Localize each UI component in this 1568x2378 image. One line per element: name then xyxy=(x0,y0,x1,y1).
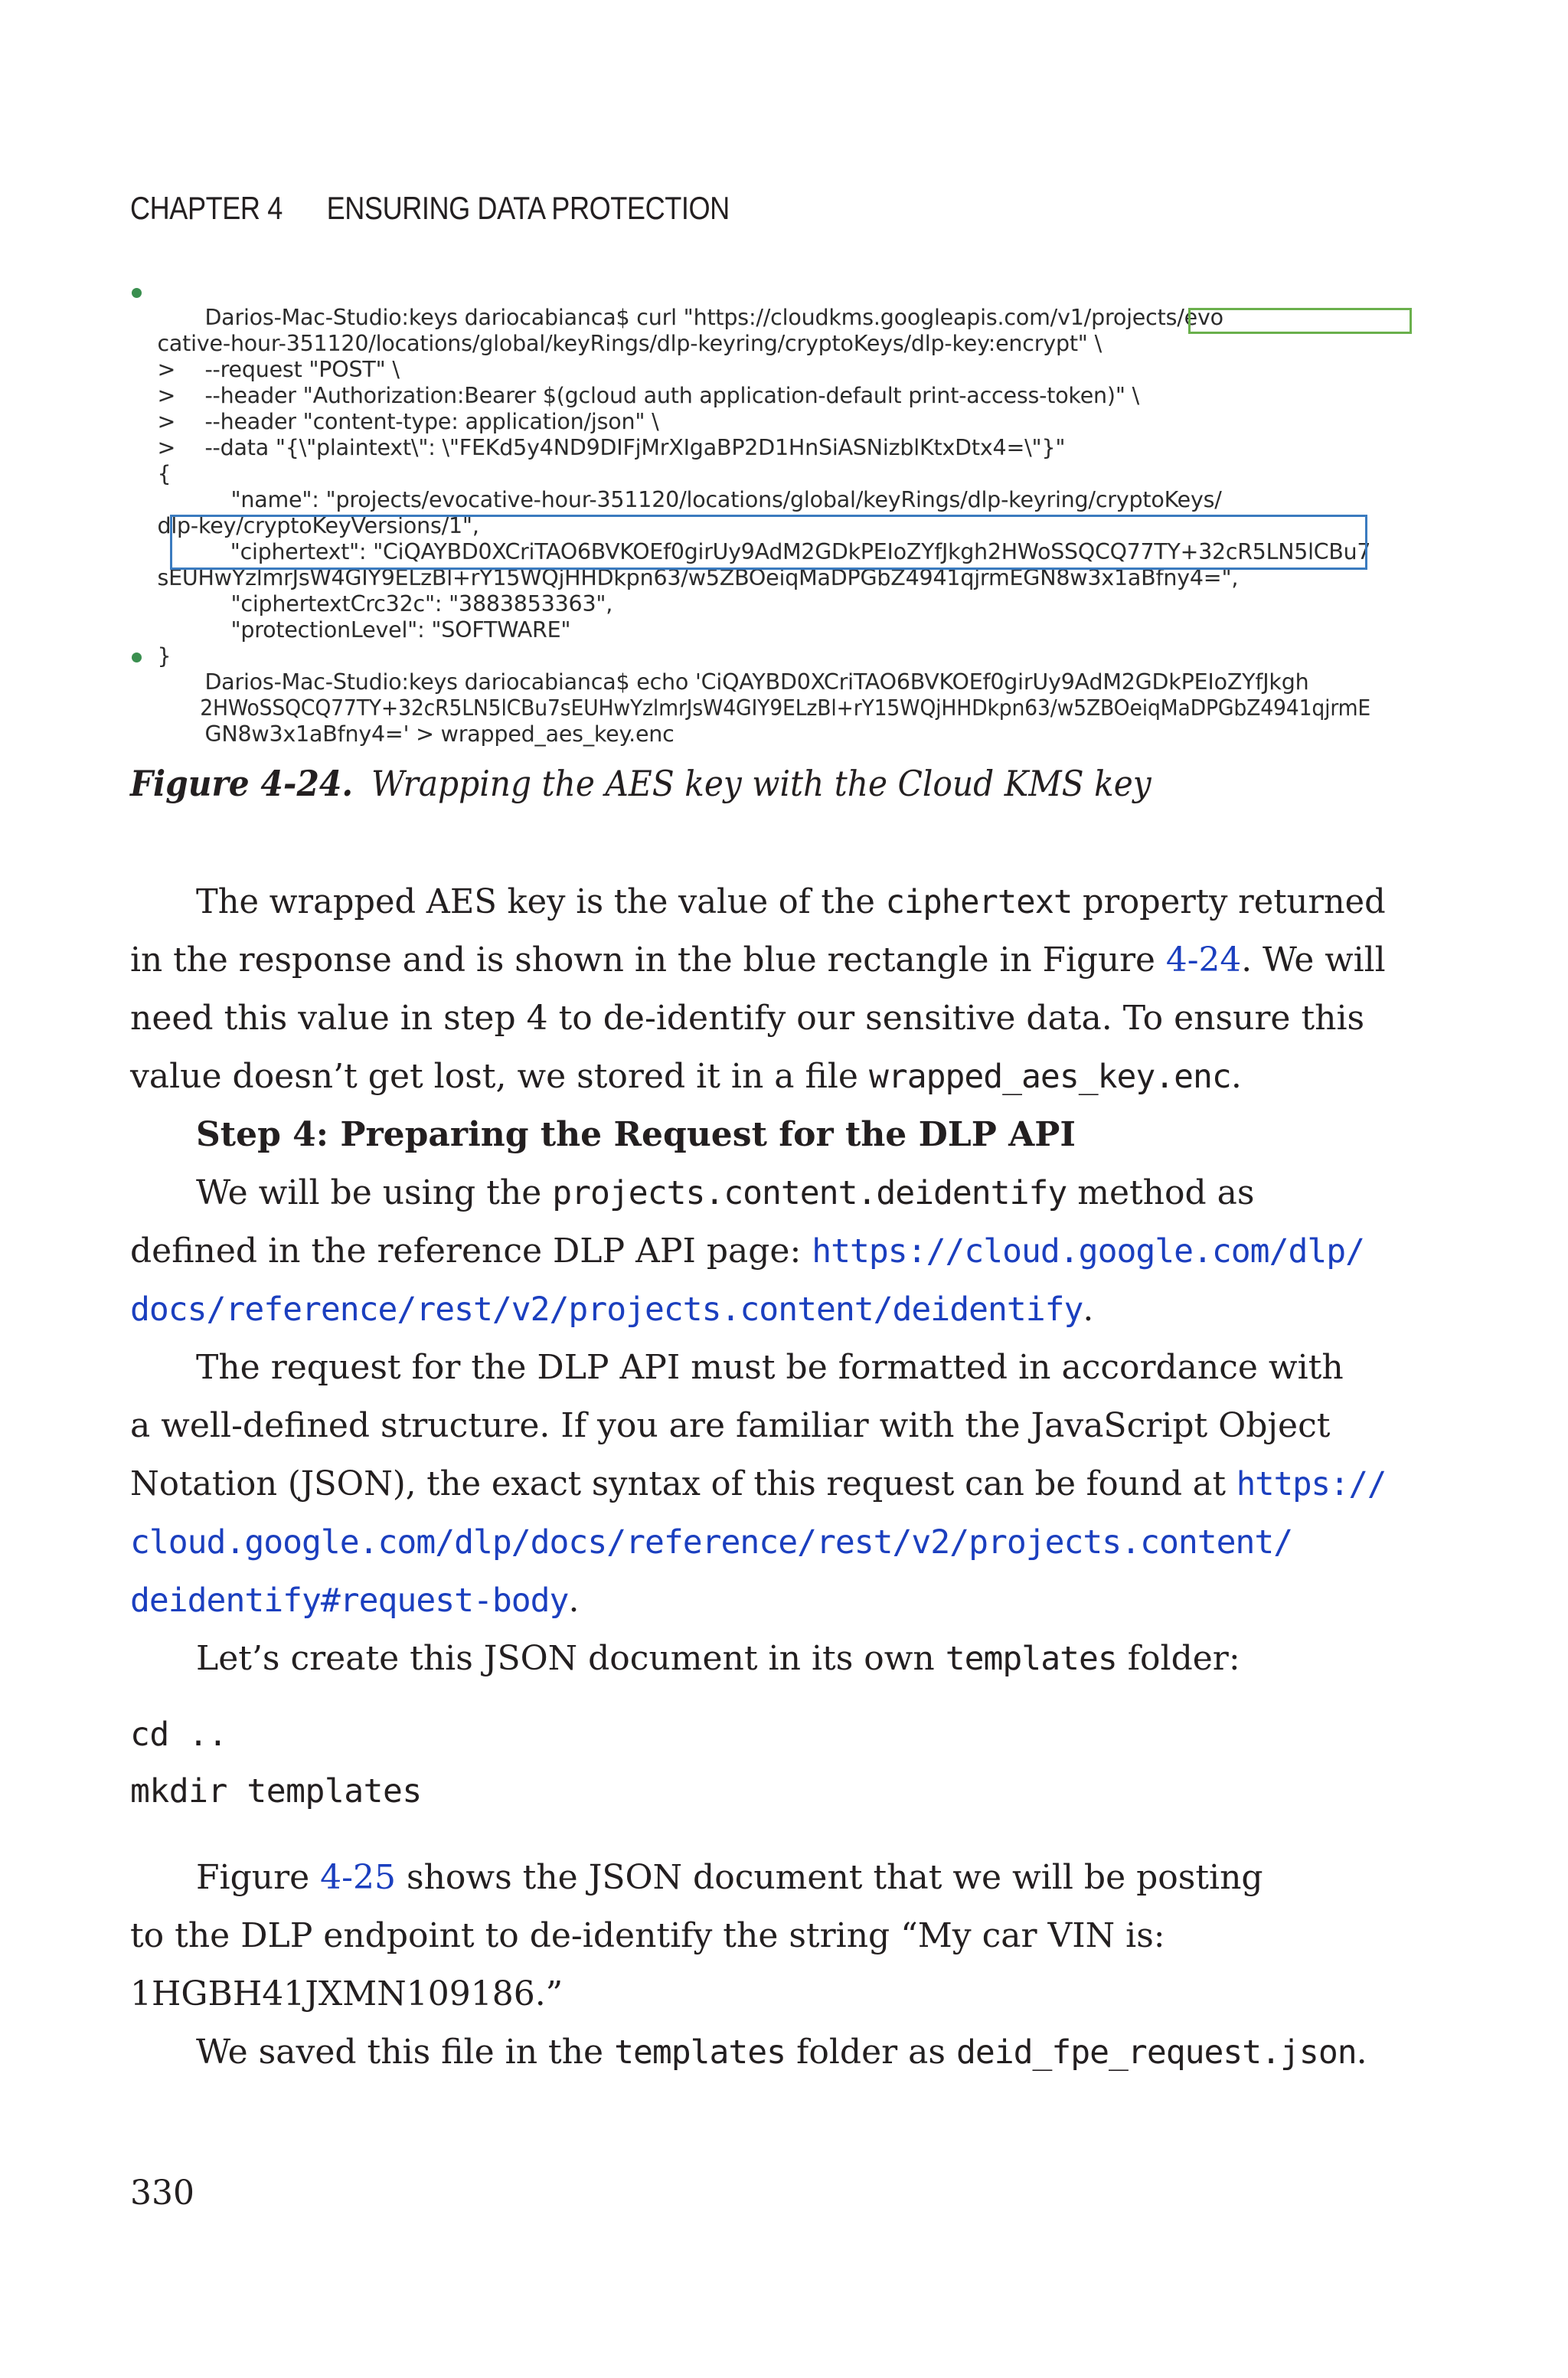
status-dot-icon xyxy=(132,288,142,298)
text-line: docs/reference/rest/v2/projects.content/deidentify. xyxy=(130,1290,1094,1329)
terminal-screenshot xyxy=(130,279,1371,747)
body-text-continued xyxy=(130,1849,1386,2082)
terminal-line: > --request "POST" \ xyxy=(157,357,400,382)
ciphertext-highlight xyxy=(170,515,1367,570)
text-line: value doesn’t get lost, we stored it in a file wrapped_aes_key.enc. xyxy=(130,1057,1242,1096)
text-line: in the response and is shown in the blue rectangle in Figure 4-24. We will xyxy=(130,940,1386,980)
figure-link[interactable]: 4-24 xyxy=(1165,940,1242,980)
text-line: Figure 4-25 shows the JSON document that we will be posting xyxy=(196,1858,1263,1897)
terminal-line: cative-hour-351120/locations/global/keyRings/dlp-keyring/cryptoKeys/dlp-key:encrypt" \ xyxy=(157,331,1102,356)
inline-code: projects.content.deidentify xyxy=(552,1174,1067,1212)
figure-caption xyxy=(130,763,1152,804)
figure-number: Figure 4-24. xyxy=(130,763,354,804)
inline-code: ciphertext xyxy=(885,883,1073,921)
reference-link[interactable]: docs/reference/rest/v2/projects.content/deidentify xyxy=(130,1290,1083,1329)
terminal-line: > --header "content-type: application/json" \ xyxy=(157,409,659,434)
text-line: We will be using the projects.content.deidentify method as xyxy=(196,1173,1255,1212)
text-line: need this value in step 4 to de-identify our sensitive data. To ensure this xyxy=(130,999,1365,1038)
text-line: defined in the reference DLP API page: https://cloud.google.com/dlp/ xyxy=(130,1232,1365,1271)
terminal-line: "name": "projects/evocative-hour-351120/locations/global/keyRings/dlp-keyring/cryptoKeys/ xyxy=(230,487,1222,512)
text-line: The wrapped AES key is the value of the ciphertext property returned xyxy=(196,882,1386,921)
terminal-line: sEUHwYzlmrJsW4GIY9ELzBl+rY15WQjHHDkpn63/w5ZBOeiqMaDPGbZ4941qjrmEGN8w3x1aBfny4=", xyxy=(157,565,1239,590)
inline-code: templates xyxy=(945,1640,1117,1678)
request-body-link[interactable]: deidentify#request-body xyxy=(130,1582,569,1620)
figure-title: Wrapping the AES key with the Cloud KMS key xyxy=(371,763,1152,804)
terminal-line: Darios-Mac-Studio:keys dariocabianca$ echo 'CiQAYBD0XCriTAO6BVKOEf0girUy9AdM2GDkPEIoZYfJkgh xyxy=(130,643,1370,669)
text-line: We saved this file in the templates folder as deid_fpe_request.json. xyxy=(196,2033,1367,2072)
reference-link[interactable]: https://cloud.google.com/dlp/ xyxy=(812,1232,1365,1271)
text-line: 1HGBH41JXMN109186.” xyxy=(130,1974,564,2013)
terminal-line: "ciphertextCrc32c": "3883853363", xyxy=(230,591,613,617)
running-header xyxy=(130,190,730,227)
status-dot-icon xyxy=(132,653,142,662)
text-line: Let’s create this JSON document in its own templates folder: xyxy=(196,1639,1240,1678)
inline-code: templates xyxy=(614,2033,786,2072)
figure-link[interactable]: 4-25 xyxy=(320,1858,397,1897)
terminal-line: GN8w3x1aBfny4=' > wrapped_aes_key.enc xyxy=(204,721,675,747)
body-text xyxy=(130,873,1386,1688)
code-line: cd .. xyxy=(130,1716,227,1754)
inline-code: wrapped_aes_key.enc xyxy=(868,1058,1231,1096)
text-line: deidentify#request-body. xyxy=(130,1581,580,1620)
terminal-line: Darios-Mac-Studio:keys dariocabianca$ curl "https://cloudkms.googleapis.com/v1/projects/evo xyxy=(130,279,1370,305)
code-line: mkdir templates xyxy=(130,1772,422,1810)
terminal-line: dlp-key/cryptoKeyVersions/1", xyxy=(157,513,479,538)
terminal-line: { xyxy=(157,461,172,486)
step-heading: Step 4: Preparing the Request for the DLP API xyxy=(196,1115,1076,1154)
chapter-title: ENSURING DATA PROTECTION xyxy=(326,190,730,226)
encrypt-endpoint-highlight xyxy=(1188,308,1412,334)
page-number: 330 xyxy=(130,2174,194,2213)
text-line: to the DLP endpoint to de-identify the string “My car VIN is: xyxy=(130,1916,1165,1955)
text-line xyxy=(130,1513,1386,1572)
text-line: The request for the DLP API must be formatted in accordance with xyxy=(196,1348,1344,1387)
request-body-link[interactable]: https:// xyxy=(1236,1465,1387,1503)
text-line: a well-defined structure. If you are familiar with the JavaScript Object xyxy=(130,1406,1331,1445)
code-block xyxy=(130,1706,422,1820)
terminal-line: > --data "{\"plaintext\": \"FEKd5y4ND9DIFjMrXIgaBP2D1HnSiASNizblKtxDtx4=\"}" xyxy=(157,435,1066,460)
chapter-label: CHAPTER 4 xyxy=(130,190,283,226)
terminal-line: 2HWoSSQCQ77TY+32cR5LN5lCBu7sEUHwYzlmrJsW4GIY9ELzBl+rY15WQjHHDkpn63/w5ZBOeiqMaDPGbZ4941qjrmE xyxy=(200,695,1371,721)
terminal-line: "protectionLevel": "SOFTWARE" xyxy=(230,617,571,643)
request-body-link[interactable]: cloud.google.com/dlp/docs/reference/rest/v2/projects.content/ xyxy=(130,1523,1293,1562)
terminal-line: "ciphertext": "CiQAYBD0XCriTAO6BVKOEf0girUy9AdM2GDkPEIoZYfJkgh2HWoSSQCQ77TY+32cR5LN5lCBu7 xyxy=(230,539,1371,564)
terminal-line: > --header "Authorization:Bearer $(gcloud auth application-default print-access-token)" \ xyxy=(157,383,1140,408)
inline-code: deid_fpe_request.json xyxy=(956,2033,1357,2072)
terminal-line: } xyxy=(157,643,172,669)
text-line: Notation (JSON), the exact syntax of this request can be found at https:// xyxy=(130,1464,1387,1503)
